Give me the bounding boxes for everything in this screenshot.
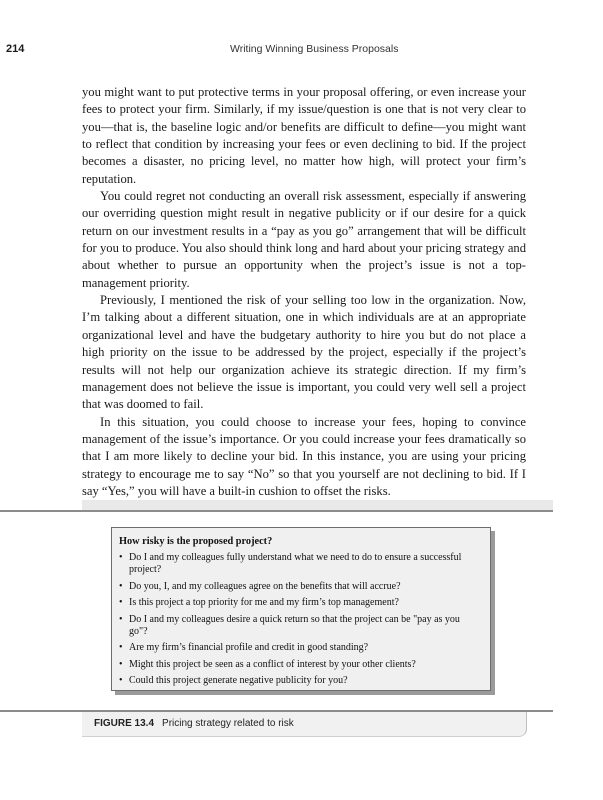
bullet-icon: • — [119, 597, 123, 609]
running-title: Writing Winning Business Proposals — [230, 43, 399, 55]
checklist-item — [119, 581, 479, 593]
checklist-item-text: Might this project be seen as a conflict of interest by your other clients? — [129, 658, 416, 670]
checklist-item — [119, 614, 479, 638]
checklist-item-text: Do I and my colleagues fully understand what we need to do to ensure a successful project? — [129, 552, 462, 576]
checklist-item — [119, 552, 479, 576]
checklist-item — [119, 597, 479, 609]
bullet-icon: • — [119, 613, 123, 625]
paragraph: You could regret not conducting an overall risk assessment, especially if answering our overriding question might result in negative publicity or if our desire for a quick return on our investment results in a “pay as you go” arrangement that will be difficult for you to produce. You also should think long and hard about your pricing strategy and about whether to pursue an opportunity when the project’s issue is not a top-management priority. — [82, 189, 526, 290]
figure-caption-text: Pricing strategy related to risk — [162, 718, 294, 729]
checklist-item-text: Are my firm’s financial profile and credit in good standing? — [129, 642, 369, 654]
checklist-item-text: Could this project generate negative publicity for you? — [129, 675, 348, 687]
checklist-item — [119, 642, 479, 654]
paragraph: you might want to put protective terms in your proposal offering, or even increase your fees to protect your firm. Similarly, if my issue/question is one that is not very clear to you—that is, the baseline logic and/or benefits are difficult to define—you might want to reflect that condition by increasing your fees or even declining to bid. If the project becomes a disaster, no pricing level, no matter how high, will protect your firm’s reputation. — [82, 85, 526, 186]
paragraph: Previously, I mentioned the risk of your selling too low in the organization. Now, I’m talking about a different situation, one in which individuals are at an appropriate organizational level and have the budgetary authority to hire you but do not place a high priority on the issue to be addressed by the project, especially if the project’s results will not help our organization achieve its strategic direction. If my firm’s management does not believe the issue is important, you could very well sell a project that was doomed to fail. — [82, 293, 526, 412]
checklist — [119, 552, 479, 692]
checklist-item — [119, 675, 479, 687]
bullet-icon: • — [119, 552, 123, 563]
checklist-item-text: Do you, I, and my colleagues agree on the benefits that will accrue? — [129, 580, 401, 592]
checklist-title: How risky is the proposed project? — [119, 536, 273, 547]
checklist-item-text: Do I and my colleagues desire a quick return so that the project can be "pay as you go"? — [129, 613, 460, 637]
bullet-icon: • — [119, 580, 123, 592]
risk-checklist-box — [111, 527, 491, 691]
figure-caption — [94, 718, 294, 729]
bullet-icon: • — [119, 642, 123, 654]
figure-caption-panel — [82, 712, 527, 737]
page-number: 214 — [6, 43, 25, 55]
bullet-icon: • — [119, 675, 123, 687]
figure-top-band — [82, 500, 553, 510]
bullet-icon: • — [119, 658, 123, 670]
checklist-item — [119, 659, 479, 671]
body-text — [82, 84, 526, 500]
checklist-item-text: Is this project a top priority for me and my firm’s top management? — [129, 597, 399, 609]
page-header — [0, 43, 603, 59]
figure-label: FIGURE 13.4 — [94, 718, 155, 729]
paragraph: In this situation, you could choose to increase your fees, hoping to convince management of the issue’s importance. Or you could increase your fees dramatically so that I am more likely to decline your bid. In this instance, you are using your pricing strategy to encourage me to say “No” so that you yourself are not declining to bid. If I say “Yes,” you will have a built-in cushion to offset the risks. — [82, 414, 526, 498]
